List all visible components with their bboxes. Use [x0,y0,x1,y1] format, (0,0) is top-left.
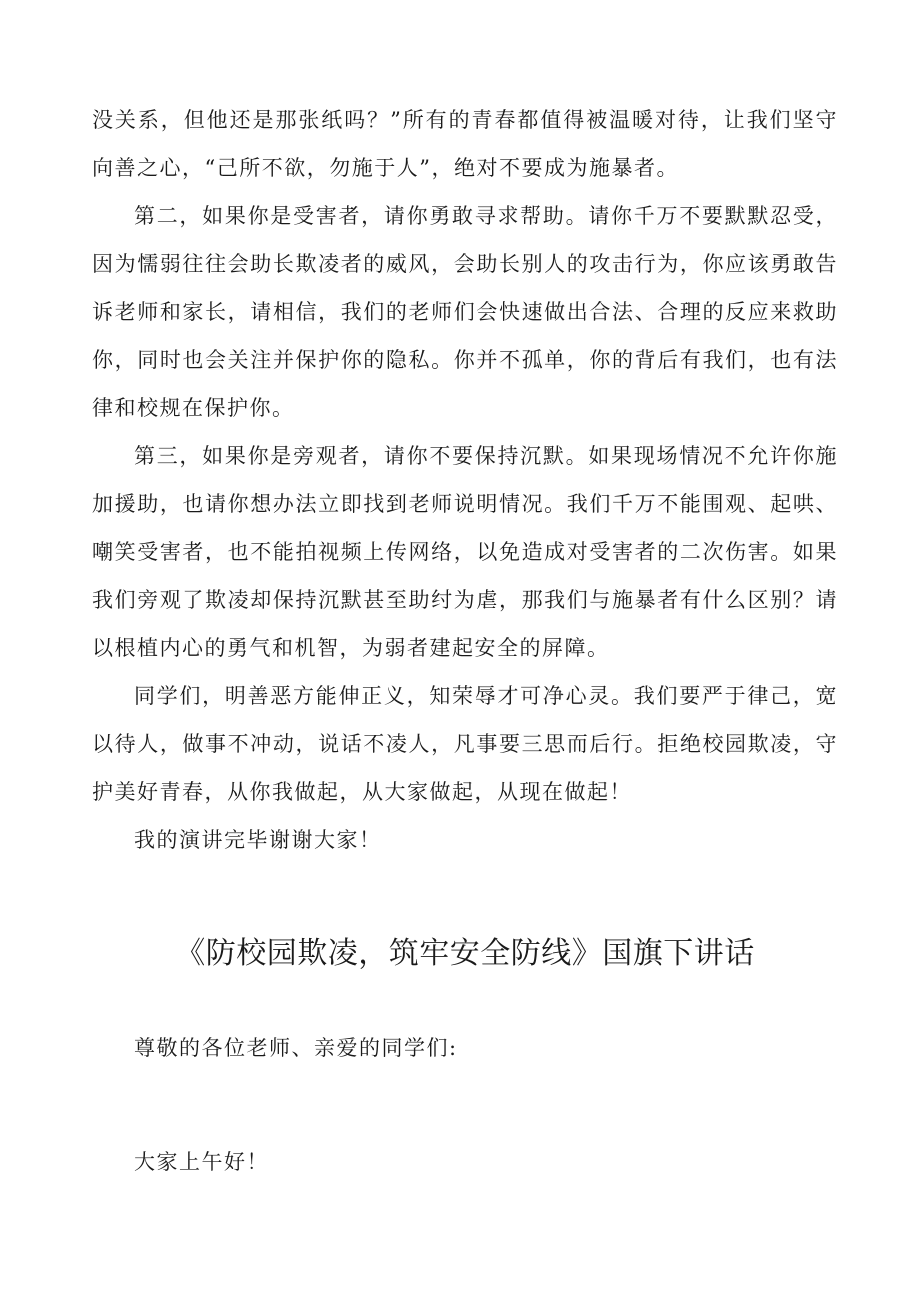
salutation: 尊敬的各位老师、亲爱的同学们: [134,1036,458,1060]
paragraph-bystander: 第三，如果你是旁观者，请你不要保持沉默。如果现场情况不允许你施加援助，也请你想办法立即找到老师说明情况。我们千万不能围观、起哄、嘲笑受害者，也不能拍视频上传网络，以免造成对受害者的二次伤害。如果我们旁观了欺凌却保持沉默甚至助纣为虐，那我们与施暴者有什么区别？请以根植内心的勇气和机智，为弱者建起安全的屏障。 [92,444,838,660]
speech-body [92,96,838,864]
greeting: 大家上午好！ [134,1150,269,1174]
paragraph-closing: 我的演讲完毕谢谢大家！ [134,828,382,852]
paragraph-conclusion: 同学们，明善恶方能伸正义，知荣辱才可净心灵。我们要严于律己，宽以待人，做事不冲动，说话不凌人，凡事要三思而后行。拒绝校园欺凌，守护美好青春，从你我做起，从大家做起，从现在做起！ [92,684,838,804]
paragraph-continuation: 没关系，但他还是那张纸吗？”所有的青春都值得被温暖对待，让我们坚守向善之心，“己所不欲，勿施于人”，绝对不要成为施暴者。 [92,108,838,180]
section-title: 《防校园欺凌，筑牢安全防线》国旗下讲话 [175,936,755,971]
paragraph-victim: 第二，如果你是受害者，请你勇敢寻求帮助。请你千万不要默默忍受，因为懦弱往往会助长欺凌者的威风，会助长别人的攻击行为，你应该勇敢告诉老师和家长，请相信，我们的老师们会快速做出合法、合理的反应来救助你，同时也会关注并保护你的隐私。你并不孤单，你的背后有我们，也有法律和校规在保护你。 [92,204,838,420]
